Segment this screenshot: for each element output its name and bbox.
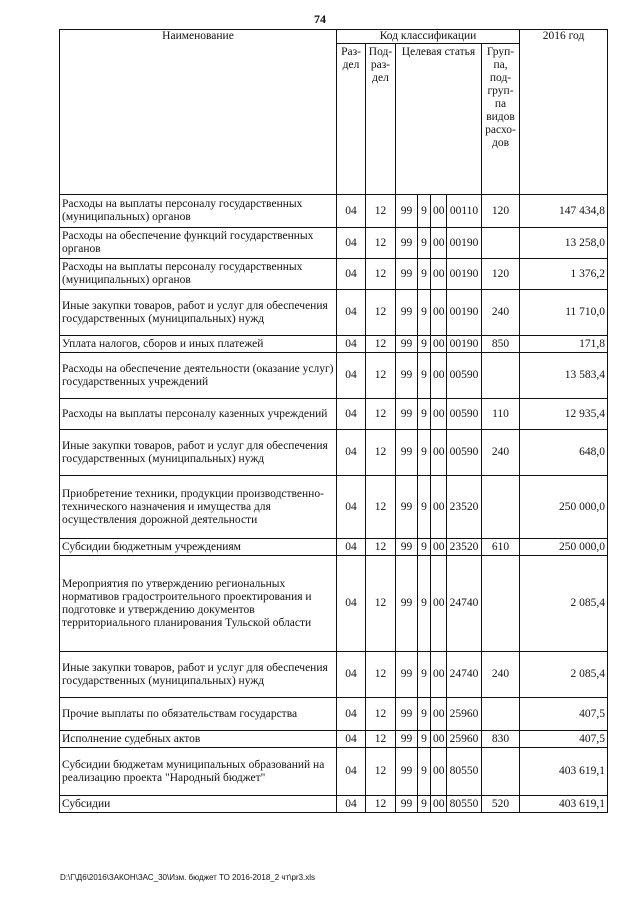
table-row [60,399,608,430]
row-name: Расходы на выплаты персоналу казенных учреждений [60,399,337,430]
expense-type-code [482,698,520,731]
activity-code: 00 [431,195,447,228]
row-name: Субсидии бюджетам муниципальных образований на реализацию проекта "Народный бюджет" [60,748,337,796]
amount-value: 407,5 [520,731,608,748]
header-name: Наименование [60,30,337,195]
podrazdel-code: 12 [366,399,396,430]
razdel-code: 04 [337,476,366,539]
activity-code: 00 [431,698,447,731]
expense-type-code: 240 [482,290,520,336]
activity-code: 00 [431,476,447,539]
subprogram-code: 9 [418,731,431,748]
budget-table [59,29,608,813]
razdel-code: 04 [337,796,366,813]
row-name: Субсидии бюджетным учреждениям [60,539,337,556]
podrazdel-code: 12 [366,652,396,698]
row-name: Субсидии [60,796,337,813]
amount-value: 250 000,0 [520,476,608,539]
direction-code: 80550 [447,796,482,813]
row-name: Приобретение техники, продукции производственно-технического назначения и имущества для осуществления дорожной деятельности [60,476,337,539]
row-name: Исполнение судебных актов [60,731,337,748]
row-name: Расходы на обеспечение деятельности (оказание услуг) государственных учреждений [60,353,337,399]
subprogram-code: 9 [418,228,431,259]
subprogram-code: 9 [418,353,431,399]
podrazdel-code: 12 [366,796,396,813]
header-year: 2016 год [520,30,608,195]
razdel-code: 04 [337,731,366,748]
program-code: 99 [396,290,418,336]
amount-value: 11 710,0 [520,290,608,336]
podrazdel-code: 12 [366,556,396,652]
expense-type-code: 610 [482,539,520,556]
program-code: 99 [396,353,418,399]
expense-type-code [482,556,520,652]
table-row [60,476,608,539]
direction-code: 23520 [447,539,482,556]
podrazdel-code: 12 [366,195,396,228]
subprogram-code: 9 [418,556,431,652]
page-number: 74 [314,12,326,26]
subprogram-code: 9 [418,698,431,731]
expense-type-code [482,228,520,259]
row-name: Мероприятия по утверждению региональных нормативов градостроительного проектирования и подготовке и утверждению документов территориального планирования Тульской области [60,556,337,652]
razdel-code: 04 [337,698,366,731]
podrazdel-code: 12 [366,353,396,399]
direction-code: 24740 [447,652,482,698]
header-celevaya: Целевая статья [396,44,482,195]
expense-type-code: 850 [482,336,520,353]
table-row [60,556,608,652]
program-code: 99 [396,430,418,476]
podrazdel-code: 12 [366,336,396,353]
program-code: 99 [396,652,418,698]
amount-value: 2 085,4 [520,556,608,652]
table-row [60,748,608,796]
program-code: 99 [396,228,418,259]
amount-value: 648,0 [520,430,608,476]
table-row [60,796,608,813]
amount-value: 403 619,1 [520,748,608,796]
activity-code: 00 [431,259,447,290]
razdel-code: 04 [337,195,366,228]
program-code: 99 [396,259,418,290]
podrazdel-code: 12 [366,539,396,556]
program-code: 99 [396,195,418,228]
direction-code: 23520 [447,476,482,539]
activity-code: 00 [431,290,447,336]
subprogram-code: 9 [418,336,431,353]
row-name: Расходы на выплаты персоналу государственных (муниципальных) органов [60,195,337,228]
subprogram-code: 9 [418,290,431,336]
direction-code: 00190 [447,228,482,259]
razdel-code: 04 [337,539,366,556]
subprogram-code: 9 [418,748,431,796]
expense-type-code: 240 [482,430,520,476]
podrazdel-code: 12 [366,731,396,748]
amount-value: 2 085,4 [520,652,608,698]
amount-value: 13 258,0 [520,228,608,259]
program-code: 99 [396,336,418,353]
amount-value: 12 935,4 [520,399,608,430]
table-row [60,336,608,353]
podrazdel-code: 12 [366,698,396,731]
program-code: 99 [396,539,418,556]
expense-type-code: 240 [482,652,520,698]
subprogram-code: 9 [418,476,431,539]
direction-code: 00590 [447,399,482,430]
table-row [60,430,608,476]
activity-code: 00 [431,399,447,430]
row-name: Иные закупки товаров, работ и услуг для обеспечения государственных (муниципальных) нужд [60,430,337,476]
podrazdel-code: 12 [366,290,396,336]
razdel-code: 04 [337,228,366,259]
direction-code: 24740 [447,556,482,652]
program-code: 99 [396,556,418,652]
header-razdel: Раз- дел [337,44,366,195]
row-name: Расходы на выплаты персоналу государственных (муниципальных) органов [60,259,337,290]
razdel-code: 04 [337,748,366,796]
header-gruppa: Груп- па, под- груп- па видов расхо- дов [482,44,520,195]
razdel-code: 04 [337,259,366,290]
amount-value: 147 434,8 [520,195,608,228]
row-name: Иные закупки товаров, работ и услуг для обеспечения государственных (муниципальных) нужд [60,290,337,336]
expense-type-code: 830 [482,731,520,748]
podrazdel-code: 12 [366,748,396,796]
direction-code: 00190 [447,336,482,353]
amount-value: 250 000,0 [520,539,608,556]
subprogram-code: 9 [418,652,431,698]
razdel-code: 04 [337,353,366,399]
table-row [60,652,608,698]
activity-code: 00 [431,430,447,476]
podrazdel-code: 12 [366,476,396,539]
activity-code: 00 [431,228,447,259]
razdel-code: 04 [337,556,366,652]
direction-code: 25960 [447,731,482,748]
table-row [60,353,608,399]
activity-code: 00 [431,556,447,652]
direction-code: 00590 [447,353,482,399]
program-code: 99 [396,399,418,430]
row-name: Иные закупки товаров, работ и услуг для обеспечения государственных (муниципальных) нужд [60,652,337,698]
razdel-code: 04 [337,336,366,353]
table-row [60,259,608,290]
activity-code: 00 [431,652,447,698]
program-code: 99 [396,731,418,748]
direction-code: 00190 [447,290,482,336]
podrazdel-code: 12 [366,259,396,290]
table-row [60,698,608,731]
razdel-code: 04 [337,430,366,476]
subprogram-code: 9 [418,259,431,290]
expense-type-code: 120 [482,195,520,228]
row-name: Прочие выплаты по обязательствам государства [60,698,337,731]
row-name: Уплата налогов, сборов и иных платежей [60,336,337,353]
header-code: Код классификации [337,30,520,44]
direction-code: 80550 [447,748,482,796]
row-name: Расходы на обеспечение функций государственных органов [60,228,337,259]
program-code: 99 [396,476,418,539]
table-row [60,539,608,556]
header-podrazdel: Под- раз- дел [366,44,396,195]
subprogram-code: 9 [418,430,431,476]
activity-code: 00 [431,748,447,796]
amount-value: 13 583,4 [520,353,608,399]
table-row [60,731,608,748]
subprogram-code: 9 [418,399,431,430]
table-row [60,290,608,336]
file-path-footer: D:\Г\Д6\2016\ЗАКОН\ЗАС_30\Изм. бюджет ТО 2016-2018_2 чт\рr3.xls [60,873,316,882]
amount-value: 1 376,2 [520,259,608,290]
direction-code: 25960 [447,698,482,731]
activity-code: 00 [431,731,447,748]
activity-code: 00 [431,796,447,813]
direction-code: 00110 [447,195,482,228]
expense-type-code [482,353,520,399]
amount-value: 403 619,1 [520,796,608,813]
program-code: 99 [396,698,418,731]
podrazdel-code: 12 [366,430,396,476]
expense-type-code: 110 [482,399,520,430]
expense-type-code [482,476,520,539]
razdel-code: 04 [337,399,366,430]
expense-type-code: 120 [482,259,520,290]
program-code: 99 [396,748,418,796]
subprogram-code: 9 [418,195,431,228]
amount-value: 407,5 [520,698,608,731]
activity-code: 00 [431,353,447,399]
podrazdel-code: 12 [366,228,396,259]
razdel-code: 04 [337,290,366,336]
direction-code: 00190 [447,259,482,290]
razdel-code: 04 [337,652,366,698]
amount-value: 171,8 [520,336,608,353]
subprogram-code: 9 [418,796,431,813]
activity-code: 00 [431,539,447,556]
subprogram-code: 9 [418,539,431,556]
expense-type-code: 520 [482,796,520,813]
program-code: 99 [396,796,418,813]
activity-code: 00 [431,336,447,353]
direction-code: 00590 [447,430,482,476]
table-row [60,195,608,228]
table-row [60,228,608,259]
expense-type-code [482,748,520,796]
